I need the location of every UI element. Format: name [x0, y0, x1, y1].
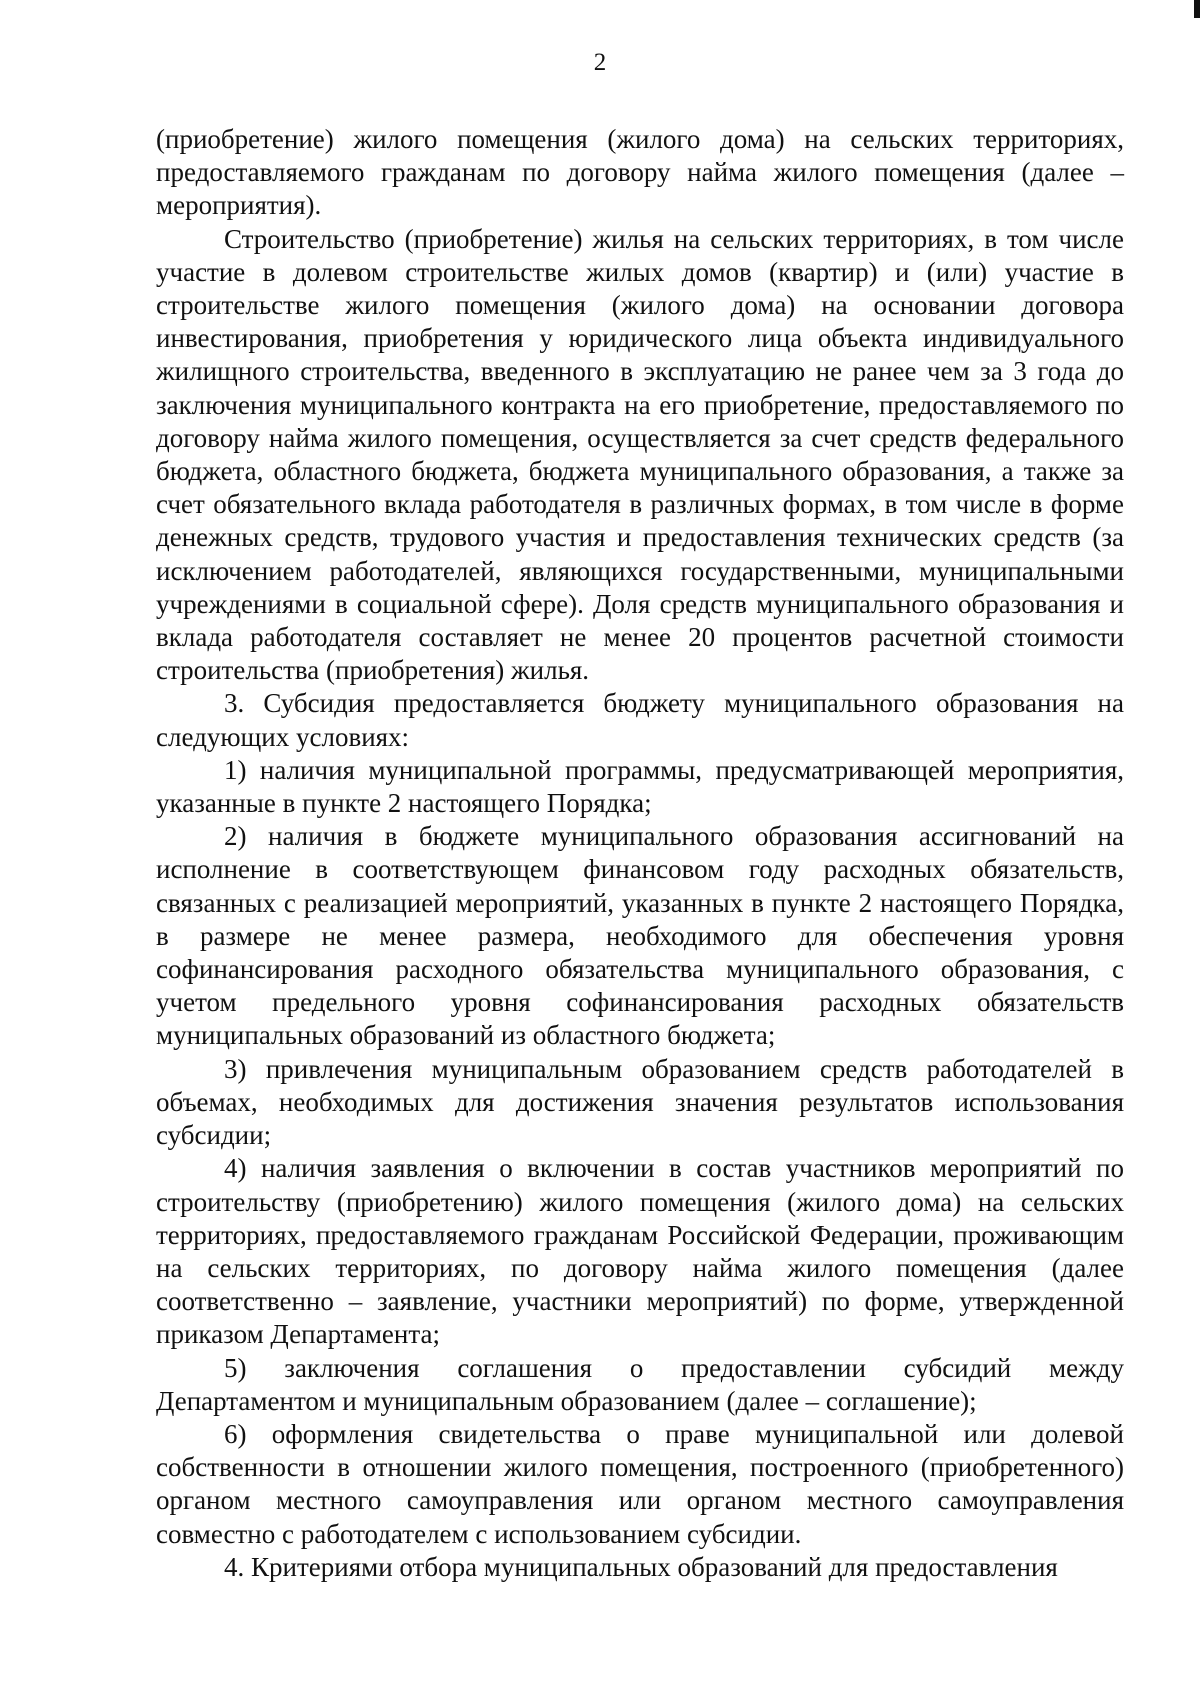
- scan-edge-mark: [1194, 0, 1200, 18]
- paragraph-item-3: 3. Субсидия предоставляется бюджету муниципального образования на следующих условиях:: [156, 688, 1124, 752]
- paragraph-item-4: 4. Критериями отбора муниципальных образований для предоставления: [224, 1551, 1058, 1582]
- paragraph-condition-2: 2) наличия в бюджете муниципального образования ассигнований на исполнение в соответствующем финансовом году расходных обязательств, связанных с реализацией мероприятий, указанных в пункте 2 настоящего Порядка, в размере не менее размера, необходимого для обеспечения уровня софинансирования расходного обязательства муниципального образования, с учетом предельного уровня софинансирования расходных обязательств муниципальных образований из областного бюджета;: [156, 821, 1124, 1051]
- page-number: 2: [593, 49, 607, 76]
- paragraph-condition-6: 6) оформления свидетельства о праве муниципальной или долевой собственности в отношении жилого помещения, построенного (приобретенного) органом местного самоуправления или органом местного самоуправления совместно с работодателем с использованием субсидии.: [156, 1418, 1124, 1549]
- paragraph-continuation: (приобретение) жилого помещения (жилого дома) на сельских территориях, предоставляемого гражданам по договору найма жилого помещения (далее – мероприятия).: [156, 124, 1124, 221]
- paragraph-condition-5: 5) заключения соглашения о предоставлении субсидий между Департаментом и муниципальным образованием (далее – соглашение);: [156, 1352, 1124, 1416]
- paragraph-condition-3: 3) привлечения муниципальным образованием средств работодателей в объемах, необходимых для достижения значения результатов использования субсидии;: [156, 1053, 1124, 1151]
- paragraph-condition-1: 1) наличия муниципальной программы, предусматривающей мероприятия, указанные в пункте 2 настоящего Порядка;: [156, 754, 1124, 819]
- paragraph-condition-4: 4) наличия заявления о включении в состав участников мероприятий по строительству (приобретению) жилого помещения (жилого дома) на сельских территориях, предоставляемого гражданам Российской Федерации, проживающим на сельских территориях, по договору найма жилого помещения (далее соответственно – заявление, участники мероприятий) по форме, утвержденной приказом Департамента;: [156, 1153, 1124, 1350]
- paragraph-construction-funding: Строительство (приобретение) жилья на сельских территориях, в том числе участие в долевом строительстве жилых домов (квартир) и (или) участие в строительстве жилого помещения (жилого дома) на основании договора инвестирования, приобретения у юридического лица объекта индивидуального жилищного строительства, введенного в эксплуатацию не ранее чем за 3 года до заключения муниципального контракта на его приобретение, предоставляемого по договору найма жилого помещения, осуществляется за счет средств федерального бюджета, областного бюджета, бюджета муниципального образования, а также за счет обязательного вклада работодателя в различных формах, в том числе в форме денежных средств, трудового участия и предоставления технических средств (за исключением работодателей, являющихся государственными, муниципальными учреждениями в социальной сфере). Доля средств муниципального образования и вклада работодателя составляет не менее 20 процентов расчетной стоимости строительства (приобретения) жилья.: [156, 223, 1124, 686]
- document-body: [156, 123, 1124, 1584]
